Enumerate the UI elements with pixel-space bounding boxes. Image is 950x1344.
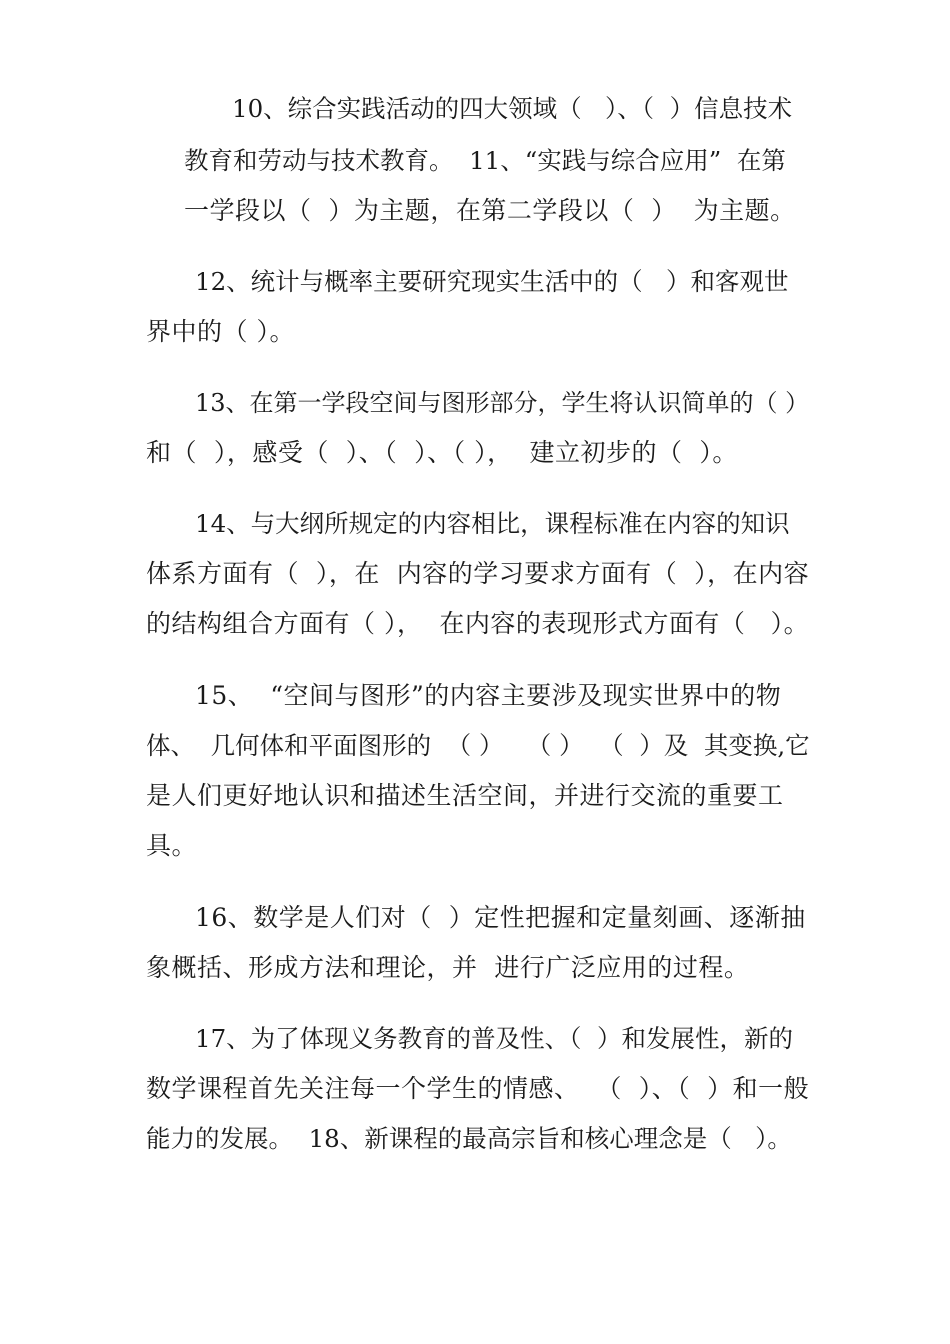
question-16-line-2: 象概括、形成方法和理论，并 进行广泛应用的过程。 <box>146 953 750 982</box>
question-15-line-1: 15、 “空间与图形”的内容主要涉及现实世界中的物 <box>195 681 782 710</box>
question-10-line-3: 一学段以（ ）为主题，在第二学段以（ ） 为主题。 <box>184 196 796 225</box>
question-10-line-2: 教育和劳动与技术教育。 11、“实践与综合应用” 在第 <box>184 146 786 175</box>
question-17-line-1: 17、为了体现义务教育的普及性、（ ）和发展性，新的 <box>195 1024 793 1053</box>
question-13-line-1: 13、在第一学段空间与图形部分，学生将认识简单的（ ） <box>195 389 810 417</box>
question-15-line-3: 是人们更好地认识和描述生活空间，并进行交流的重要工 <box>146 781 784 810</box>
question-13-line-2: 和（ ），感受（ ）、（ ）、（ ）， 建立初步的（ ）。 <box>146 438 738 467</box>
question-14-line-1: 14、与大纲所规定的内容相比，课程标准在内容的知识 <box>195 509 790 538</box>
question-14-line-2: 体系方面有（ ），在 内容的学习要求方面有（ ），在内容 <box>146 559 810 588</box>
question-15-line-4: 具。 <box>146 831 198 860</box>
question-16-line-1: 16、数学是人们对（ ）定性把握和定量刻画、逐渐抽 <box>195 903 806 932</box>
question-10-line-1: 10、综合实践活动的四大领域（ ）、（ ）信息技术 <box>232 94 793 123</box>
question-17-line-3: 能力的发展。 18、新课程的最高宗旨和核心理念是（ ）。 <box>146 1124 792 1153</box>
question-12-line-1: 12、统计与概率主要研究现实生活中的（ ）和客观世 <box>195 267 789 296</box>
question-14-line-3: 的结构组合方面有（ ）， 在内容的表现形式方面有（ ）。 <box>146 609 810 638</box>
question-17-line-2: 数学课程首先关注每一个学生的情感、 （ ）、（ ）和一般 <box>146 1074 810 1103</box>
question-12-line-2: 界中的（ ）。 <box>146 317 295 346</box>
question-15-line-2: 体、 几何体和平面图形的 （ ） （ ） （ ）及 其变换,它 <box>146 731 810 760</box>
